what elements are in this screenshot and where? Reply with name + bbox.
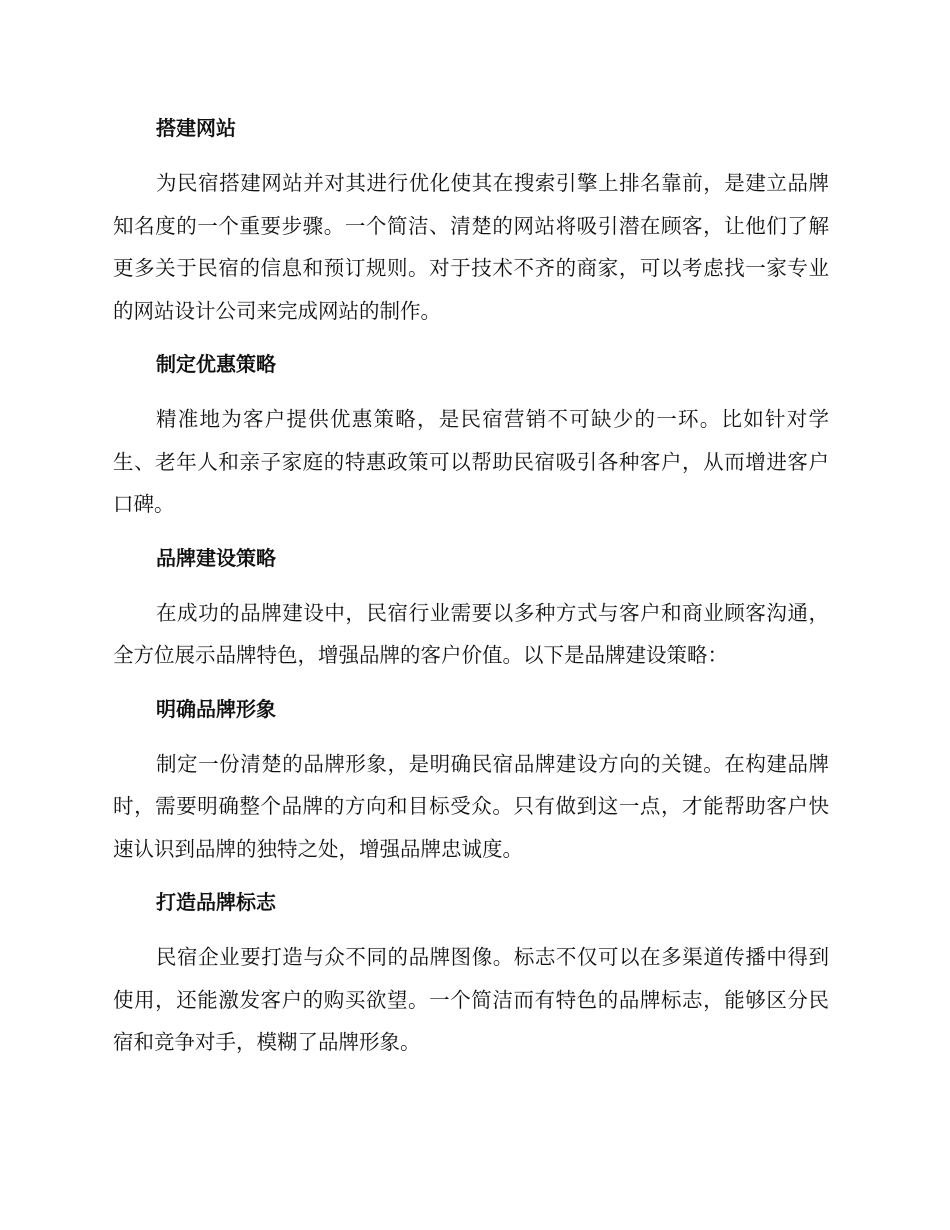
section-paragraph-brand-image: 制定一份清楚的品牌形象，是明确民宿品牌建设方向的关键。在构建品牌时，需要明确整个品牌的方向和目标受众。只有做到这一点，才能帮助客户快速认识到品牌的独特之处，增强品牌忠诚度。 [113,751,829,861]
section-heading-brand-logo: 打造品牌标志 [156,890,276,914]
section-heading-build-website: 搭建网站 [156,116,236,140]
section-heading-brand-building-strategy: 品牌建设策略 [156,545,276,570]
section-paragraph-brand-building-strategy: 在成功的品牌建设中，民宿行业需要以多种方式与客户和商业顾客沟通，全方位展示品牌特色，增强品牌的客户价值。以下是品牌建设策略： [113,600,829,667]
document-body [113,108,829,1076]
section-heading-discount-strategy: 制定优惠策略 [156,352,276,376]
section-paragraph-discount-strategy: 精准地为客户提供优惠策略，是民宿营销不可缺少的一环。比如针对学生、老年人和亲子家庭的特惠政策可以帮助民宿吸引各种客户，从而增进客户口碑。 [113,407,829,516]
section-paragraph-build-website: 为民宿搭建网站并对其进行优化使其在搜索引擎上排名靠前，是建立品牌知名度的一个重要步骤。一个简洁、清楚的网站将吸引潜在顾客，让他们了解更多关于民宿的信息和预订规则。对于技术不齐的商家，可以考虑找一家专业的网站设计公司来完成网站的制作。 [113,171,829,323]
section-paragraph-brand-logo: 民宿企业要打造与众不同的品牌图像。标志不仅可以在多渠道传播中得到使用，还能激发客户的购买欲望。一个简洁而有特色的品牌标志，能够区分民宿和竞争对手，模糊了品牌形象。 [113,945,829,1054]
section-heading-brand-image: 明确品牌形象 [156,696,276,721]
